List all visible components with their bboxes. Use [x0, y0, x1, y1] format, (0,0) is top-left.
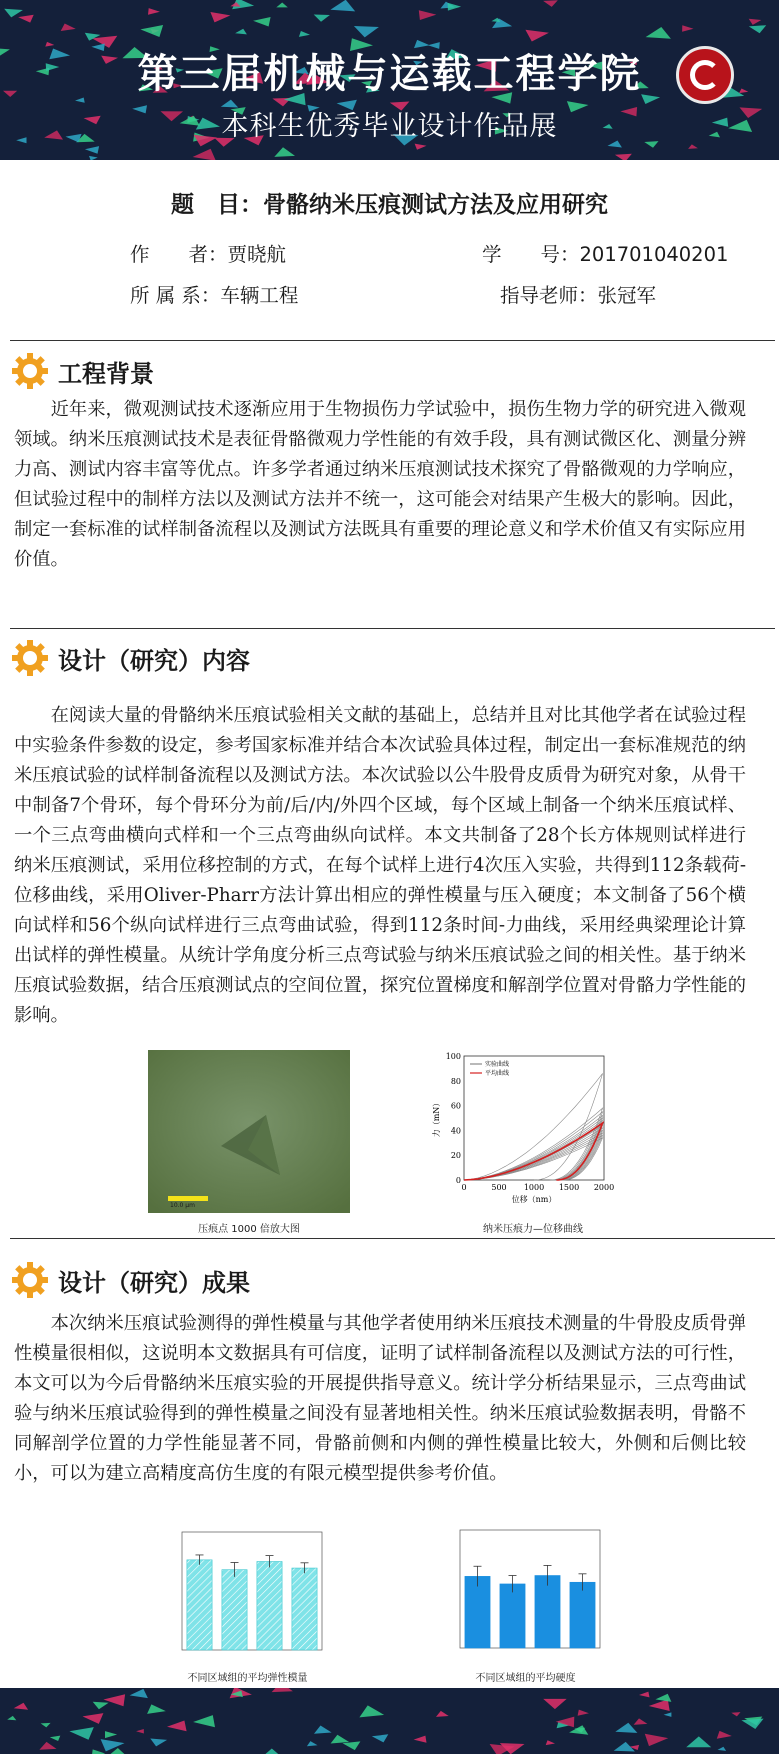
- banner-triangle: [69, 1727, 93, 1740]
- bar: [257, 1562, 282, 1651]
- banner-triangle: [39, 1742, 56, 1750]
- thesis-title: 骨骼纳米压痕测试方法及应用研究: [263, 192, 608, 218]
- banner-triangle: [731, 1712, 740, 1716]
- banner-triangle: [718, 1747, 727, 1751]
- top-banner: [0, 0, 779, 160]
- banner-triangle: [436, 1711, 449, 1717]
- y-tick-label: 100: [445, 1052, 461, 1061]
- banner-triangle: [646, 27, 671, 39]
- results-text: 本次纳米压痕试验测得的弹性模量与其他学者使用纳米压痕技术测量的牛骨股皮质骨弹性模量很相似，这说明本文数据具有可信度，证明了试样制备流程以及测试方法的可行性，本文可以为今后骨骼纳米压痕实验的开展提供指导意义。统计学分析结果显示，三点弯曲试验与纳米压痕试验得到的弹性模量之间没有显著地相关性。纳米压痕试验数据表明，骨骼不同解剖学位置的力学性能显著不同，骨骼前侧和内侧的弹性模量比较大，外侧和后侧比较小，可以为建立高精度高仿生度的有限元模型提供参考价值。: [14, 1313, 746, 1484]
- x-tick-label: 2000: [593, 1183, 615, 1192]
- banner-triangle: [686, 1736, 711, 1747]
- banner-triangle: [354, 26, 379, 37]
- x-tick-label: 1000: [523, 1183, 545, 1192]
- x-tick-label: 0: [461, 1183, 467, 1192]
- banner-triangle: [140, 25, 163, 37]
- gear-icon: [10, 351, 50, 391]
- banner-triangle: [4, 9, 23, 18]
- gear-icon: [10, 638, 50, 678]
- author-name: 贾晓航: [227, 243, 287, 266]
- banner-triangle: [150, 1739, 167, 1747]
- banner-triangle: [749, 19, 762, 25]
- hardness-caption: 不同区域组的平均硬度: [475, 1673, 576, 1684]
- banner-triangle: [419, 10, 437, 20]
- background-section-header: [10, 349, 154, 393]
- background-title: 工程背景: [58, 359, 154, 388]
- banner-triangle: [193, 1715, 215, 1727]
- banner-triangle: [263, 1749, 281, 1754]
- banner-triangle: [274, 147, 295, 157]
- department-row: [130, 280, 298, 308]
- banner-triangle: [148, 8, 160, 15]
- banner-triangle: [414, 1736, 427, 1743]
- banner-pattern: [0, 1688, 779, 1754]
- banner-triangle: [83, 1713, 104, 1724]
- banner-triangle: [167, 1721, 187, 1732]
- results-title: 设计（研究）成果: [58, 1268, 250, 1297]
- banner-triangle: [235, 29, 247, 35]
- banner-triangle: [18, 15, 34, 23]
- banner-triangle: [210, 12, 230, 22]
- hardness-bar-chart: [438, 1524, 613, 1666]
- x-tick-label: 500: [491, 1183, 507, 1192]
- gear-icon: [10, 1260, 50, 1300]
- school-logo-icon: [676, 46, 734, 104]
- banner-triangle: [7, 1716, 16, 1720]
- banner-triangle: [314, 1726, 332, 1734]
- banner-triangle: [655, 1694, 671, 1702]
- advisor-label: 指导老师：: [500, 284, 598, 307]
- x-axis-label: 位移（nm）: [511, 1195, 557, 1204]
- bar: [570, 1582, 595, 1648]
- banner-triangle: [101, 1739, 125, 1751]
- banner-triangle: [359, 1705, 384, 1717]
- banner-triangle: [314, 15, 330, 22]
- banner-triangle: [664, 1712, 672, 1717]
- banner-triangle: [645, 1734, 668, 1746]
- banner-triangle: [578, 1710, 589, 1716]
- student-id-label: 学 号：: [482, 243, 580, 266]
- banner-triangle: [253, 17, 271, 27]
- banner-triangle: [50, 1736, 61, 1741]
- banner-triangle: [330, 0, 355, 11]
- modulus-caption: 不同区域组的平均弹性模量: [187, 1673, 308, 1684]
- content-title: 设计（研究）内容: [58, 646, 250, 675]
- bar: [222, 1570, 247, 1650]
- curve-caption: 纳米压痕力—位移曲线: [483, 1224, 583, 1235]
- banner-triangle: [103, 1694, 125, 1706]
- advisor-row: [500, 280, 656, 308]
- banner-triangle: [147, 1704, 166, 1714]
- modulus-bar-chart: [160, 1526, 335, 1666]
- student-id-row: [482, 239, 728, 267]
- banner-triangle: [717, 1731, 732, 1739]
- banner-triangle: [682, 25, 693, 32]
- content-section-header: [10, 636, 250, 680]
- content-text: 在阅读大量的骨骼纳米压痕试验相关文献的基础上，总结并且对比其他学者在试验过程中实验条件参数的设定，参考国家标准并结合本次试验具体过程，制定出一套标准规范的纳米压痕试验的试样制备流程以及测试方法。本次试验以公牛股骨皮质骨为研究对象，从骨干中制备7个骨环，每个骨环分为前/后/内/外四个区域，每个区域上制备一个纳米压痕试样、一个三点弯曲横向式样和一个三点弯曲纵向试样。本文共制备了28个长方体规则试样进行纳米压痕测试，采用位移控制的方式，在每个试样上进行4次压入实验，共得到112条载荷-位移曲线，采用Oliver-Pharr方法计算出相应的弹性模量与压入硬度；本文制备了56个横向试样和56个纵向试样进行三点弯曲试验，得到112条时间-力曲线，采用经典梁理论计算出试样的弹性模量。从统计学角度分析三点弯试验与纳米压痕试验之间的相关性。基于纳米压痕试验数据，结合压痕测试点的空间位置，探究位置梯度和解剖学位置对骨骼力学性能的影响。: [14, 705, 746, 1026]
- author-label: 作 者：: [130, 243, 228, 266]
- banner-triangle: [546, 1740, 555, 1745]
- author-row: [130, 239, 286, 267]
- banner-triangle: [343, 1741, 361, 1750]
- banner-triangle: [105, 1731, 117, 1738]
- banner-triangle: [130, 1689, 148, 1698]
- y-tick-label: 40: [450, 1126, 461, 1136]
- bar: [500, 1584, 525, 1648]
- banner-triangle: [41, 1723, 51, 1728]
- background-text: 近年来，微观测试技术逐渐应用于生物损伤力学试验中，损伤生物力学的研究进入微观领域。纳米压痕测试技术是表征骨骼微观力学性能的有效手段，具有测试微区化、测量分辨力高、测试内容丰富等优点。许多学者通过纳米压痕测试技术探究了骨骼微观的力学响应，但试验过程中的制样方法以及测试方法并不统一，这可能会对结果产生极大的影响。因此，制定一套标准的试样制备流程以及测试方法既具有重要的理论意义和学术价值又有实际应用价值。: [14, 399, 746, 570]
- banner-triangle: [372, 1734, 389, 1742]
- department-name: 车辆工程: [220, 284, 299, 307]
- legend-label: 实验曲线: [485, 1061, 510, 1068]
- y-tick-label: 20: [450, 1151, 461, 1161]
- banner-triangle: [749, 25, 766, 33]
- divider: [10, 340, 775, 341]
- banner-triangle: [688, 144, 698, 149]
- banner-triangle: [615, 154, 632, 160]
- banner-triangle: [448, 3, 462, 11]
- banner-triangle: [307, 1741, 318, 1746]
- legend-label: 平均曲线: [485, 1070, 510, 1077]
- indent-micrograph: [148, 1050, 350, 1213]
- banner-triangle: [299, 31, 310, 37]
- student-id: 201701040201: [579, 243, 729, 266]
- banner-triangle: [93, 1702, 109, 1710]
- bottom-banner: [0, 1688, 779, 1754]
- banner-triangle: [136, 1729, 144, 1734]
- y-tick-label: 0: [455, 1176, 461, 1185]
- exhibition-subtitle: 本科生优秀毕业设计作品展: [221, 111, 558, 142]
- banner-triangle: [639, 1692, 650, 1698]
- results-section-header: [10, 1258, 250, 1302]
- banner-triangle: [415, 144, 427, 150]
- divider: [10, 1238, 775, 1239]
- banner-triangle: [331, 1735, 350, 1744]
- banner-triangle: [92, 1749, 106, 1754]
- banner-triangle: [61, 24, 76, 32]
- x-tick-label: 1500: [558, 1183, 580, 1192]
- banner-triangle: [276, 3, 288, 8]
- bar: [187, 1560, 212, 1650]
- banner-triangle: [543, 1699, 567, 1709]
- micrograph-image: [148, 1050, 350, 1213]
- bar: [292, 1568, 317, 1650]
- scale-bar: [168, 1196, 208, 1201]
- thesis-title-row: [0, 186, 779, 219]
- y-tick-label: 60: [450, 1101, 461, 1111]
- bar: [535, 1576, 560, 1648]
- banner-triangle: [272, 1688, 293, 1692]
- banner-triangle: [741, 1719, 763, 1729]
- banner-triangle: [85, 146, 99, 154]
- divider: [10, 628, 775, 629]
- load-displacement-chart: [430, 1048, 620, 1218]
- thesis-title-label: 题 目：: [171, 192, 263, 218]
- bar: [465, 1576, 490, 1648]
- exhibition-title: 第三届机械与运载工程学院: [137, 51, 642, 97]
- y-tick-label: 80: [450, 1076, 461, 1086]
- micrograph-caption: 压痕点 1000 倍放大图: [198, 1224, 300, 1235]
- banner-triangle: [543, 0, 558, 7]
- banner-triangle: [89, 156, 98, 160]
- scale-bar-label: 10.0 μm: [170, 1202, 195, 1209]
- banner-triangle: [525, 30, 549, 42]
- y-axis-label: 力（mN）: [432, 1098, 441, 1138]
- department-label: 所 属 系：: [130, 284, 221, 307]
- banner-triangle: [111, 1748, 125, 1754]
- advisor-name: 张冠军: [597, 284, 657, 307]
- banner-triangle: [193, 149, 216, 160]
- banner-triangle: [634, 1718, 648, 1724]
- banner-triangle: [14, 1703, 28, 1710]
